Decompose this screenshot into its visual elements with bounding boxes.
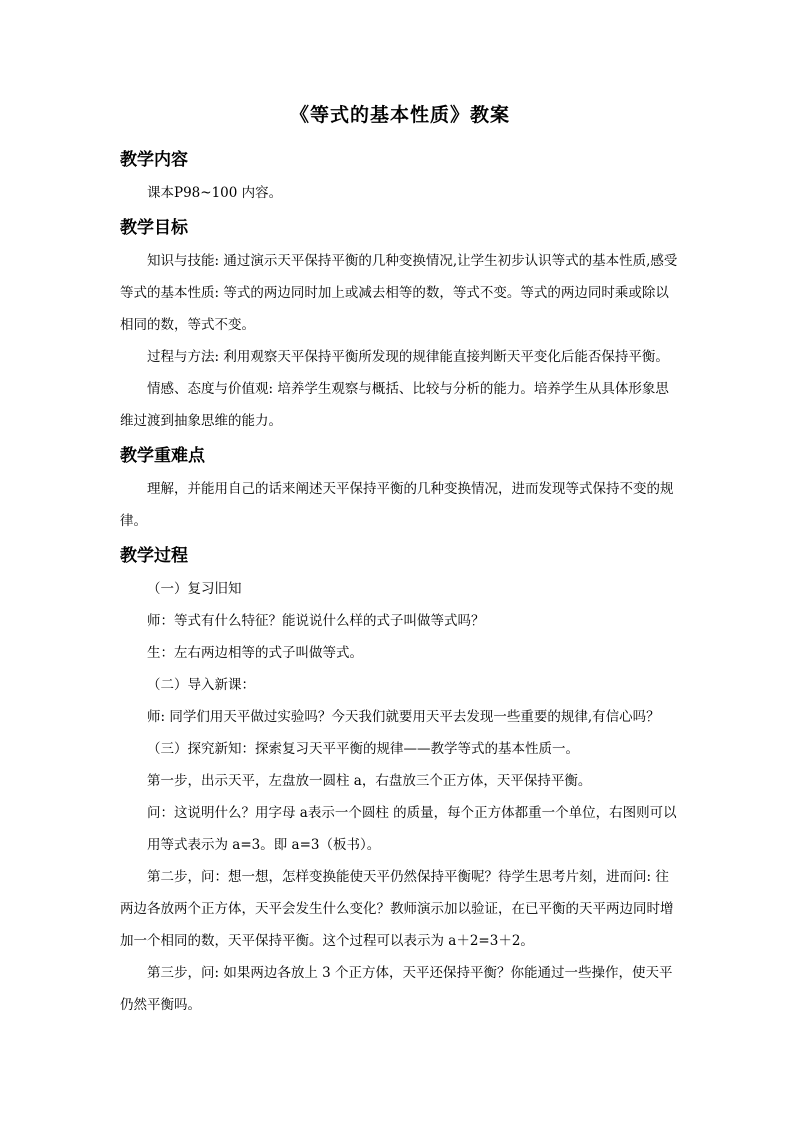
heading-teaching-process: 教学过程 <box>120 546 188 566</box>
process-step-two: 第二步，问：想一想，怎样变换能使天平仍然保持平衡呢？待学生思考片刻，进而问: 往两边各放两个正方体，天平会发生什么变化？教师演示加以验证，在已平衡的天平两边同时增加一个相同的数，天平保持平衡。这个过程可以表示为 a＋2=3＋2。 <box>120 869 674 949</box>
goals-emotion-attitude: 情感、态度与价值观: 培养学生观察与概括、比较与分析的能力。培养学生从具体形象思维过渡到抽象思维的能力。 <box>120 381 669 429</box>
process-step-three: 第三步，问: 如果两边各放上 3 个正方体，天平还保持平衡？你能通过一些操作，使天平仍然平衡吗。 <box>120 965 673 1013</box>
document-page <box>120 100 680 1021</box>
goals-process-method: 过程与方法: 利用观察天平保持平衡所发现的规律能直接判断天平变化后能否保持平衡。 <box>147 349 669 365</box>
document-title: 《等式的基本性质》教案 <box>289 104 510 126</box>
process-explore-heading: （三）探究新知：探索复习天平平衡的规律——教学等式的基本性质一。 <box>147 741 579 757</box>
process-teacher-question: 师：等式有什么特征？能说说什么样的式子叫做等式吗？ <box>147 613 485 629</box>
key-difficulties-text: 理解，并能用自己的话来阐述天平保持平衡的几种变换情况，进而发现等式保持不变的规律。 <box>120 481 674 529</box>
process-teacher-intro: 师: 同学们用天平做过实验吗？今天我们就要用天平去发现一些重要的规律,有信心吗？ <box>147 709 660 725</box>
heading-teaching-goals: 教学目标 <box>120 218 188 238</box>
process-intro-heading: （二）导入新课： <box>147 677 255 693</box>
heading-key-difficulties: 教学重难点 <box>120 446 205 466</box>
process-step-one: 第一步，出示天平，左盘放一圆柱 a，右盘放三个正方体，天平保持平衡。 <box>147 773 592 789</box>
process-question-one: 问：这说明什么？用字母 a表示一个圆柱 的质量，每个正方体都重一个单位，右图则可以用等式表示为 a=3。即 a=3（板书）。 <box>147 805 677 853</box>
teaching-content-text: 课本P98~100 内容。 <box>147 185 283 201</box>
goals-knowledge-skills: 知识与技能: 通过演示天平保持平衡的几种变换情况,让学生初步认识等式的基本性质,感受等式的基本性质: 等式的两边同时加上或减去相等的数，等式不变。等式的两边同时乘或除以相同的数，等式不变。 <box>120 253 678 333</box>
heading-teaching-content: 教学内容 <box>120 150 188 170</box>
process-review-heading: （一）复习旧知 <box>147 581 242 597</box>
process-student-answer: 生：左右两边相等的式子叫做等式。 <box>147 645 363 661</box>
